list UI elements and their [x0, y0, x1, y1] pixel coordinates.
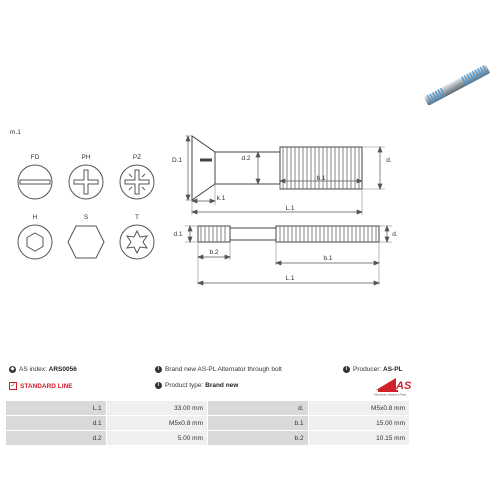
logo-text: AS	[396, 380, 412, 392]
bolt-countersunk-drawing	[185, 136, 385, 215]
spec-key: d.	[207, 401, 308, 416]
description-text: Brand new AS-PL Alternator through bolt	[165, 366, 282, 373]
as-index	[9, 366, 77, 373]
head-label-h: H	[32, 214, 38, 221]
hex-socket-drive-icon	[18, 225, 52, 259]
dim-b1-stud: b.1	[323, 255, 333, 262]
producer	[343, 366, 403, 373]
hex-head-icon	[68, 226, 104, 258]
dim-d1: d.1	[173, 231, 183, 238]
description	[155, 366, 282, 373]
dim-d: d.	[386, 157, 392, 164]
m1-label: m.1	[10, 129, 21, 136]
dim-L1-stud: L.1	[285, 275, 295, 282]
slotted-drive-icon	[18, 165, 52, 199]
spec-value: M5x0.8 mm	[308, 401, 409, 416]
spec-value: M5x0.8 mm	[106, 416, 207, 431]
logo-tagline: Alternators, Starters & Parts	[374, 393, 407, 396]
head-label-fd: FD	[30, 154, 40, 161]
product-type	[155, 382, 238, 389]
spec-value: 5.00 mm	[106, 431, 207, 446]
dim-d2: d.2	[241, 155, 251, 162]
dim-L1: L.1	[285, 205, 295, 212]
as-logo	[372, 376, 420, 396]
producer-label: Producer:	[353, 366, 382, 373]
spec-key: d.2	[6, 431, 107, 446]
table-row	[6, 401, 410, 416]
dim-d-stud: d.	[392, 231, 398, 238]
spec-value: 10.15 mm	[308, 431, 409, 446]
info-icon: i	[155, 366, 162, 373]
table-row	[6, 416, 410, 431]
spec-key: d.1	[6, 416, 107, 431]
dim-b2: b.2	[209, 249, 219, 256]
spec-key: b.2	[207, 431, 308, 446]
tag-icon: ◆	[10, 366, 15, 372]
head-label-ph: PH	[81, 154, 91, 161]
standard-line	[9, 382, 73, 390]
producer-icon: i	[343, 366, 350, 373]
as-index-label: AS index:	[19, 366, 47, 373]
checkbox-icon: ✓	[10, 383, 16, 389]
product-type-icon: i	[155, 382, 162, 389]
head-label-s: S	[83, 214, 89, 221]
head-label-t: T	[135, 214, 139, 221]
dim-b1: b.1	[316, 175, 326, 182]
head-label-pz: PZ	[132, 154, 142, 161]
spec-key: b.1	[207, 416, 308, 431]
spec-value: 15.00 mm	[308, 416, 409, 431]
product-type-value: Brand new	[205, 382, 239, 389]
spec-key: L.1	[6, 401, 107, 416]
torx-drive-icon	[120, 225, 154, 259]
producer-value: AS-PL	[383, 366, 403, 373]
phillips-drive-icon	[69, 165, 103, 199]
dim-D1: D.1	[171, 157, 183, 164]
standard-line-text: STANDARD LINE	[20, 382, 73, 390]
dim-k1: k.1	[216, 195, 226, 202]
table-row	[6, 431, 410, 446]
as-logo-graphic	[372, 376, 420, 396]
spec-value: 33.00 mm	[106, 401, 207, 416]
product-type-label: Product type:	[165, 382, 204, 389]
pozidriv-drive-icon	[120, 165, 154, 199]
spec-table	[5, 400, 410, 446]
as-index-value: ARS0056	[48, 366, 77, 373]
